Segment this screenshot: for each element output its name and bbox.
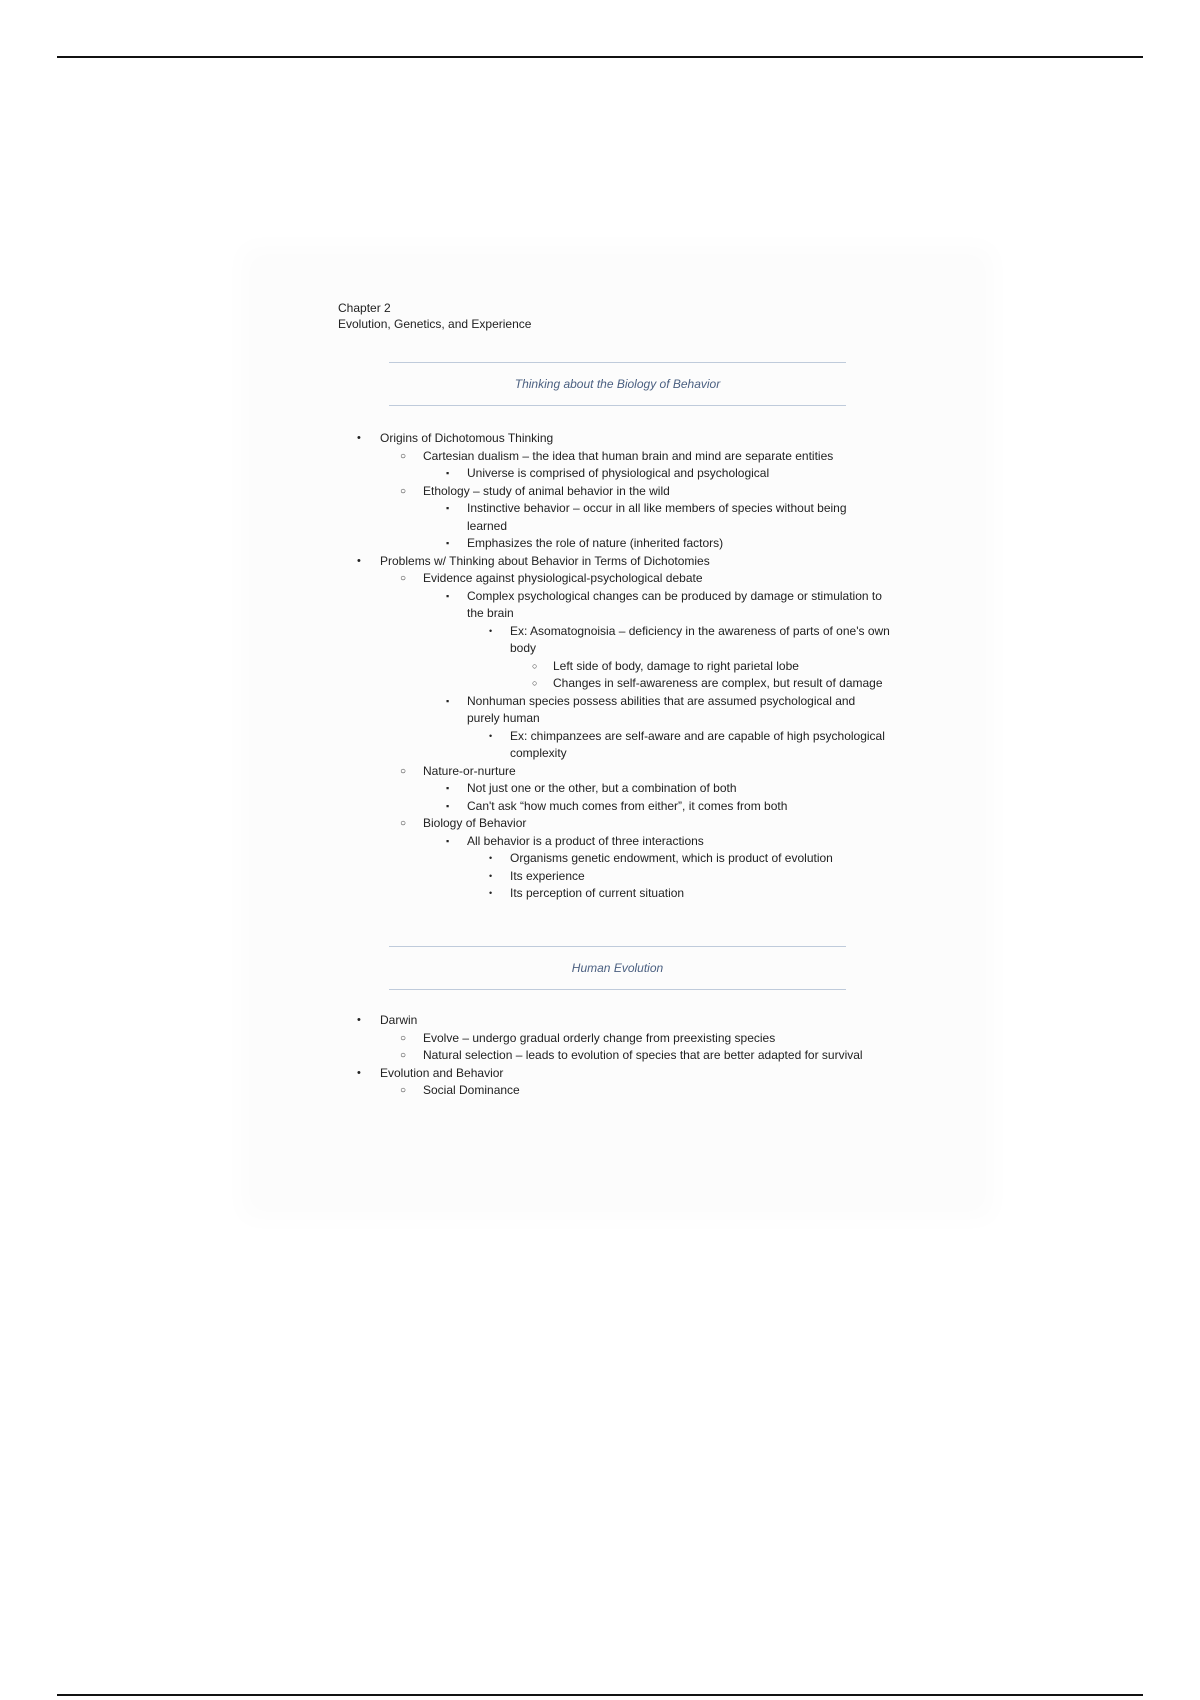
outline-item-text: Evolve – undergo gradual orderly change from preexisting species xyxy=(423,1030,776,1045)
outline-item-level-3 xyxy=(446,833,887,851)
outline-item-level-1 xyxy=(357,1065,880,1083)
outline-item-level-4 xyxy=(489,623,900,658)
outline-item-text: Can't ask “how much comes from either”, it comes from both xyxy=(467,798,788,813)
outline-item-level-5 xyxy=(532,675,883,693)
list-marker-circle: ○ xyxy=(400,450,407,462)
list-marker-circle: ○ xyxy=(400,573,407,584)
outline-item-text: Social Dominance xyxy=(423,1083,520,1097)
outline-item-level-4 xyxy=(489,885,900,903)
list-marker-bullet: • xyxy=(489,888,493,898)
outline-item-level-4 xyxy=(489,868,900,886)
list-marker-bullet: • xyxy=(357,1014,361,1026)
list-marker-circle: ○ xyxy=(400,1085,407,1096)
list-marker-square: ▪ xyxy=(446,503,450,513)
list-marker-bullet: • xyxy=(357,554,361,567)
list-marker-square: ▪ xyxy=(446,590,450,601)
list-marker-circle: ○ xyxy=(400,818,407,829)
outline-item-text: Ethology – study of animal behavior in the wild xyxy=(423,483,670,498)
outline-item-text: Evolution and Behavior xyxy=(380,1065,504,1080)
list-marker-bullet: • xyxy=(489,730,493,741)
list-marker-bullet: • xyxy=(489,870,493,881)
outline-item-text: Its perception of current situation xyxy=(510,886,685,900)
outline-item-level-3 xyxy=(446,780,887,798)
outline-item-text: Its experience xyxy=(510,868,585,883)
list-marker-bullet: • xyxy=(489,853,493,863)
outline-item-level-3 xyxy=(446,500,887,535)
list-marker-circle: ○ xyxy=(400,765,407,777)
outline-item-level-4 xyxy=(489,850,900,868)
list-marker-circle: ○ xyxy=(400,485,407,497)
list-marker-bullet: • xyxy=(489,625,493,636)
outline-item-text: Complex psychological changes can be produced by damage or stimulation to the brain xyxy=(467,588,882,620)
outline-item-level-2 xyxy=(400,1082,893,1100)
outline-item-text: Ex: Asomatognoisia – deficiency in the awareness of parts of one's own body xyxy=(510,623,890,655)
list-marker-square: ▪ xyxy=(446,800,450,811)
section-heading-text: Human Evolution xyxy=(571,961,664,975)
chapter-label: Chapter 2 xyxy=(338,301,391,315)
top-frame-rule xyxy=(57,56,1143,58)
list-marker-circle: ○ xyxy=(532,660,538,671)
outline-item-level-5 xyxy=(532,658,883,676)
outline-item-text: Nonhuman species possess abilities that are assumed psychological and purely human xyxy=(467,693,856,725)
outline-item-level-2 xyxy=(400,570,893,588)
outline-item-text: Not just one or the other, but a combination of both xyxy=(467,781,737,795)
outline-item-level-3 xyxy=(446,465,887,483)
outline-item-level-2 xyxy=(400,815,893,833)
outline-item-text: Organisms genetic endowment, which is product of evolution xyxy=(510,851,833,865)
outline-item-level-4 xyxy=(489,728,900,763)
outline-item-text: Evidence against physiological-psychological debate xyxy=(423,571,703,585)
outline-item-level-1 xyxy=(357,1012,880,1030)
outline-item-level-2 xyxy=(400,763,893,781)
bottom-frame-rule xyxy=(57,1694,1143,1696)
outline-item-level-2 xyxy=(400,483,893,501)
list-marker-square: ▪ xyxy=(446,783,450,793)
list-marker-circle: ○ xyxy=(400,1050,407,1061)
outline-item-level-3 xyxy=(446,588,887,623)
list-marker-square: ▪ xyxy=(446,695,450,706)
outline-item-text: Left side of body, damage to right parietal lobe xyxy=(553,658,799,673)
section-heading-human-evolution xyxy=(389,946,846,990)
chapter-title: Evolution, Genetics, and Experience xyxy=(338,317,532,331)
list-marker-circle: ○ xyxy=(532,678,538,688)
section-heading-text: Thinking about the Biology of Behavior xyxy=(514,377,721,391)
outline-item-level-1 xyxy=(357,553,880,571)
chapter-header xyxy=(338,300,531,332)
outline-item-level-2 xyxy=(400,1030,893,1048)
outline-item-level-2 xyxy=(400,448,893,466)
list-marker-square: ▪ xyxy=(446,468,450,478)
outline-item-level-1 xyxy=(357,430,880,448)
section-heading-biology-of-behavior xyxy=(389,362,846,406)
outline-item-text: Natural selection – leads to evolution of species that are better adapted for survival xyxy=(423,1048,863,1062)
outline-item-text: Darwin xyxy=(380,1013,418,1027)
outline-item-text: Problems w/ Thinking about Behavior in Terms of Dichotomies xyxy=(380,553,710,568)
outline-biology-of-behavior xyxy=(255,430,980,903)
outline-item-level-2 xyxy=(400,1047,893,1065)
list-marker-bullet: • xyxy=(357,432,361,444)
outline-item-text: Origins of Dichotomous Thinking xyxy=(380,431,554,445)
list-marker-square: ▪ xyxy=(446,835,450,846)
outline-item-text: Emphasizes the role of nature (inherited factors) xyxy=(467,536,724,550)
list-marker-bullet: • xyxy=(357,1066,361,1079)
outline-item-text: Instinctive behavior – occur in all like members of species without being learned xyxy=(467,501,847,533)
outline-item-text: Universe is comprised of physiological and psychological xyxy=(467,466,770,480)
outline-item-level-3 xyxy=(446,798,887,816)
outline-item-text: Biology of Behavior xyxy=(423,816,527,830)
outline-human-evolution xyxy=(255,1012,980,1100)
outline-item-text: Nature-or-nurture xyxy=(423,763,516,778)
list-marker-square: ▪ xyxy=(446,538,450,548)
document-page xyxy=(255,260,980,1206)
outline-item-text: Changes in self-awareness are complex, but result of damage xyxy=(553,676,883,690)
outline-item-level-3 xyxy=(446,693,887,728)
list-marker-circle: ○ xyxy=(400,1032,407,1044)
outline-item-text: Cartesian dualism – the idea that human brain and mind are separate entities xyxy=(423,448,834,463)
outline-item-level-3 xyxy=(446,535,887,553)
outline-item-text: Ex: chimpanzees are self-aware and are capable of high psychological complexity xyxy=(510,728,885,760)
outline-item-text: All behavior is a product of three interactions xyxy=(467,833,704,848)
